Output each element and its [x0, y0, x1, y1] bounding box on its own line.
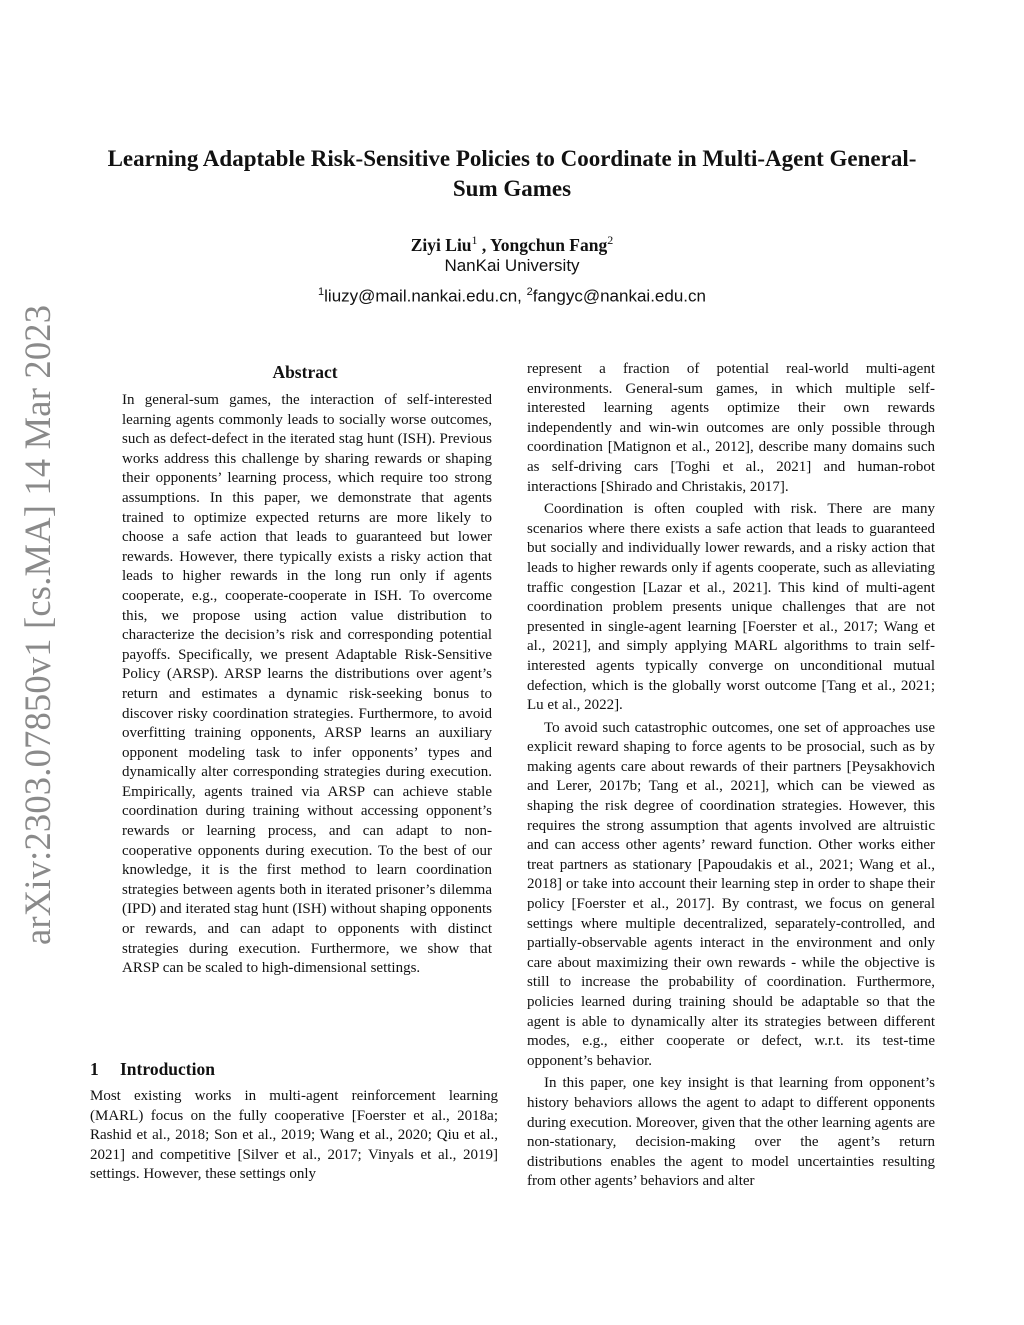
- paragraph: Coordination is often coupled with risk. There are many scenarios where there exists a safe action that leads to guaranteed but socially and individually lower rewards, and a risky action that leads to higher rewards only if agents cooperate, such as alleviating traffic congestion [Lazar et al., 2021]. This kind of multi-agent coordination problem presents unique challenges that are not presented in single-agent learning [Foerster et al., 2017; Wang et al., 2021], and simply applying MARL algorithms to train self-interested agents typically converge on unconditional mutual defection, which is the globally worst outcome [Tang et al., 2021; Lu et al., 2022].: [527, 501, 935, 714]
- paragraph: Most existing works in multi-agent reinforcement learning (MARL) focus on the fully cooperative [Foerster et al., 2018a; Rashid et al., 2018; Son et al., 2019; Wang et al., 2020; Qiu et al., 2021] and competitive [Silver et al., 2017; Vinyals et al., 2019] settings. However, these settings only: [90, 1088, 498, 1183]
- arxiv-identifier: arXiv:2303.07850v1 [cs.MA] 14 Mar 2023: [17, 304, 58, 945]
- author-name: Yongchun Fang: [490, 234, 608, 255]
- author-separator: ,: [477, 234, 491, 255]
- affiliation: NanKai University: [444, 256, 580, 275]
- section-number: 1: [90, 1059, 99, 1079]
- email-address: liuzy@mail.nankai.edu.cn,: [324, 286, 527, 306]
- abstract-text: In general-sum games, the interaction of self-interested learning agents commonly leads to socially worse outcomes, such as defect-defect in the iterated stag hunt (ISH). Previous works address this challenge by sharing rewards or shaping their opponents’ learning process, which require too strong assumptions. In this paper, we demonstrate that agents trained to optimize expected returns are more likely to choose a safe action that leads to guaranteed but lower rewards. However, there typically exists a risky action that leads to higher rewards in the long run only if agents cooperate, e.g., cooperate-cooperate in ISH. To overcome this, we propose using action value distribution to characterize the decision’s risk and corresponding potential payoffs. Specifically, we present Adaptable Risk-Sensitive Policy (ARSP). ARSP learns the distributions over agent’s return and estimates a dynamic risk-seeking bonus to discover risky coordination strategies. Furthermore, to avoid overfitting training opponents, ARSP learns an auxiliary opponent modeling task to infer opponents’ types and dynamically alter corresponding strategies during execution. Empirically, agents trained via ARSP can achieve stable coordination during training without accessing opponent’s rewards or learning process, and can adapt to non-cooperative opponents during execution. To the best of our knowledge, it is the first method to learn coordination strategies between agents both in iterated prisoner’s dilemma (IPD) and iterated stag hunt (ISH) without shaping opponents or rewards, and can adapt to opponents with distinct strategies during execution. Furthermore, we show that ARSP can be scaled to high-dimensional settings.: [122, 392, 492, 977]
- abstract-body: [122, 391, 492, 979]
- section-title: Introduction: [120, 1059, 215, 1079]
- author-affiliation-mark: 1: [471, 233, 478, 247]
- paragraph: To avoid such catastrophic outcomes, one set of approaches use explicit reward shaping to force agents to be prosocial, such as by making agents care about rewards of their partners [Peysakhovich and Lerer, 2017b; Tang et al., 2021], which can be viewed as shaping the risk degree of coordination strategies. However, this requires the strong assumption that agents involved are altruistic and can access other agents’ reward function. Other works either treat partners as stationary [Papoudakis et al., 2021; Wang et al., 2018] or take into account their learning step in order to shape their policy [Foerster et al., 2017]. By contrast, we focus on general settings where multiple decentralized, separately-controlled, and partially-observable agents interact in the environment and only care about maximizing their own rewards - while the objective is still to increase the probability of coordination. Furthermore, policies learned during training should be adaptable so that the agent is able to dynamically alter its strategies between different modes, e.g., either cooperate or defect, w.r.t. its test-time opponent’s behavior.: [527, 719, 935, 1069]
- author-emails: [0, 280, 1024, 309]
- email-mark: 2: [526, 286, 533, 298]
- paragraph: represent a fraction of potential real-world multi-agent environments. General-sum games, in which multiple self-interested learning agents optimize their own rewards independently and win-win outcomes are only possible through coordination [Matignon et al., 2012], describe many domains such as self-driving cars [Toghi et al., 2021] and human-robot interactions [Shirado and Christakis, 2017].: [527, 361, 935, 495]
- author-list: [0, 228, 1024, 257]
- right-column: [527, 360, 935, 1192]
- email-mark: 1: [318, 286, 325, 298]
- author-name: Ziyi Liu: [410, 234, 472, 255]
- section-heading: [90, 1057, 215, 1081]
- email-address: fangyc@nankai.edu.cn: [532, 286, 706, 306]
- paper-title: Learning Adaptable Risk-Sensitive Policies to Coordinate in Multi-Agent General-Sum Games: [107, 146, 917, 201]
- intro-left-column: [90, 1087, 498, 1185]
- abstract-heading: Abstract: [272, 362, 338, 382]
- paragraph: In this paper, one key insight is that learning from opponent’s history behaviors allows the agent to adapt to different opponents during execution. Moreover, given that the other learning agents are non-stationary, decision-making over the agent’s return distributions enables the agent to model uncertainties resulting from other agents’ behaviors and alter: [527, 1075, 936, 1190]
- author-affiliation-mark: 2: [607, 233, 614, 247]
